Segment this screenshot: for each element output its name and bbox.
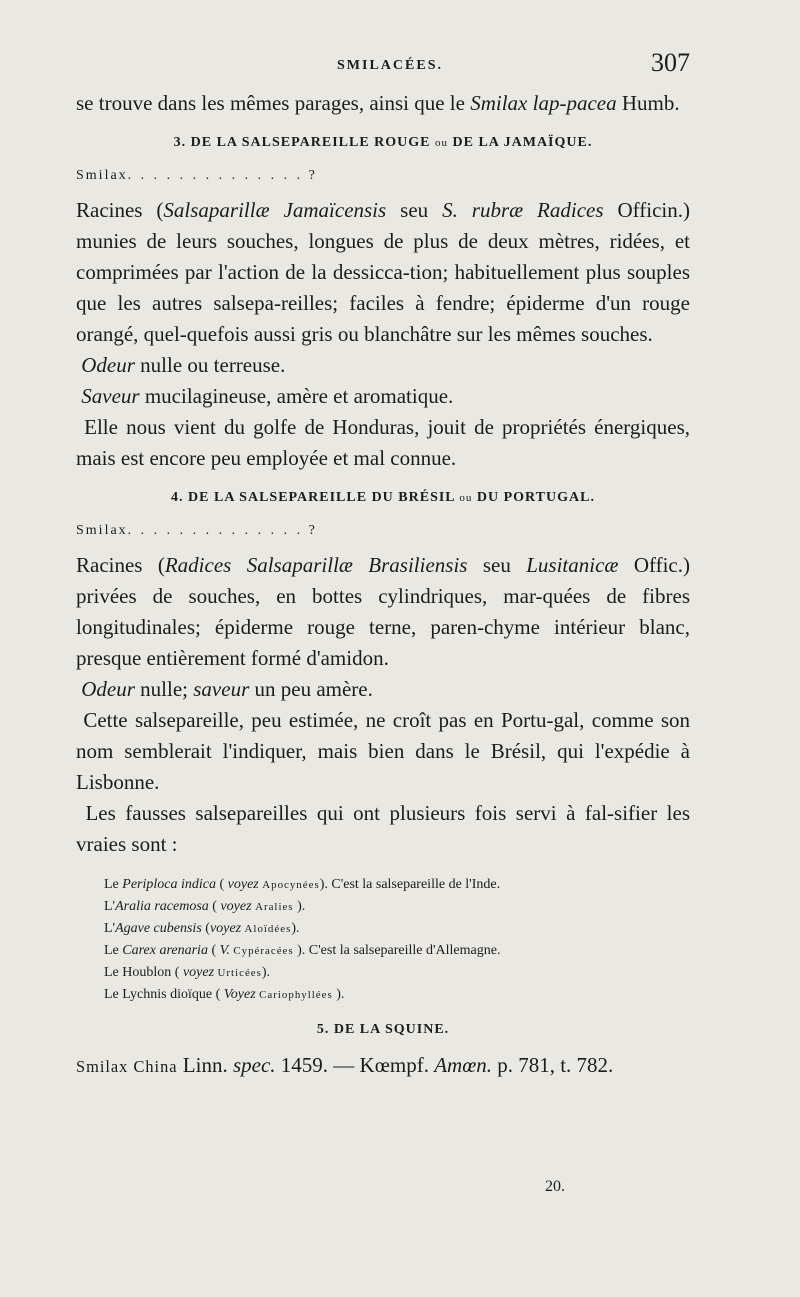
list-item: Le Periploca indica ( voyez Apocynées). C'est la salsepareille de l'Inde. (104, 877, 501, 892)
list-item: L'Aralia racemosa ( voyez Aralies ). (104, 899, 306, 914)
section-4-false-intro: Les fausses salsepareilles qui ont plusieurs fois servi à fal-sifier les vraies sont : (76, 801, 690, 856)
page-content (76, 88, 690, 1082)
section-3-origin: Elle nous vient du golfe de Honduras, jouit de propriétés énergiques, mais est encore peu employée et mal connue. (76, 415, 690, 470)
section-3-description: Racines (Salsaparillæ Jamaïcensis seu S. rubræ Radices Officin.) munies de leurs souches, longues de plus de deux mètres, ridées, et comprimées par l'action de la dessicca-tion; habituellement plus souples que les autres salsepa-reilles; faciles à fendre; épiderme d'un rouge orangé, quel-quefois aussi gris ou blanchâtre sur les mêmes souches. (76, 198, 690, 346)
page-header (0, 48, 800, 88)
section-3-odeur: Odeur nulle ou terreuse. (81, 353, 286, 377)
list-item: Le Houblon ( voyez Urticées). (104, 965, 271, 980)
page-number: 307 (651, 48, 690, 77)
section-4-heading: 4. DE LA SALSEPAREILLE DU BRÉSIL ou DU PORTUGAL. (171, 490, 595, 505)
section-4-odeur-saveur: Odeur nulle; saveur un peu amère. (81, 677, 373, 701)
section-5-reference: Smilax China Linn. spec. 1459. — Kœmpf. Amœn. p. 781, t. 782. (76, 1053, 614, 1077)
intro-paragraph: se trouve dans les mêmes parages, ainsi que le Smilax lap-pacea Humb. (76, 91, 680, 115)
section-3-heading: 3. DE LA SALSEPAREILLE ROUGE ou DE LA JAMAÏQUE. (173, 135, 593, 150)
section-4-description: Racines (Radices Salsaparillæ Brasiliensis seu Lusitanicæ Offic.) privées de souches, en bottes cylindriques, mar-quées de fibres longitudinales; épiderme rouge terne, paren-chyme intérieur blanc, presque entièrement formé d'amidon. (76, 553, 690, 670)
section-4-species: Smilax. . . . . . . . . . . . . . ? (76, 523, 317, 538)
list-item: Le Lychnis dioïque ( Voyez Cariophyllées ). (104, 987, 345, 1002)
signature-mark: 20. (545, 1178, 565, 1195)
section-3-saveur: Saveur mucilagineuse, amère et aromatique. (81, 384, 454, 408)
list-item: L'Agave cubensis (voyez Aloïdées). (104, 921, 300, 936)
section-4-origin: Cette salsepareille, peu estimée, ne croît pas en Portu-gal, comme son nom semblerait l'indiquer, mais bien dans le Brésil, qui l'expédie à Lisbonne. (76, 708, 690, 794)
section-3-species: Smilax. . . . . . . . . . . . . . ? (76, 168, 317, 183)
running-title: SMILACÉES. (337, 58, 443, 73)
list-item: Le Carex arenaria ( V. Cypéracées ). C'est la salsepareille d'Allemagne. (104, 943, 501, 958)
false-salsepareilles-list (76, 874, 690, 1006)
section-5-heading: 5. DE LA SQUINE. (316, 1022, 450, 1037)
